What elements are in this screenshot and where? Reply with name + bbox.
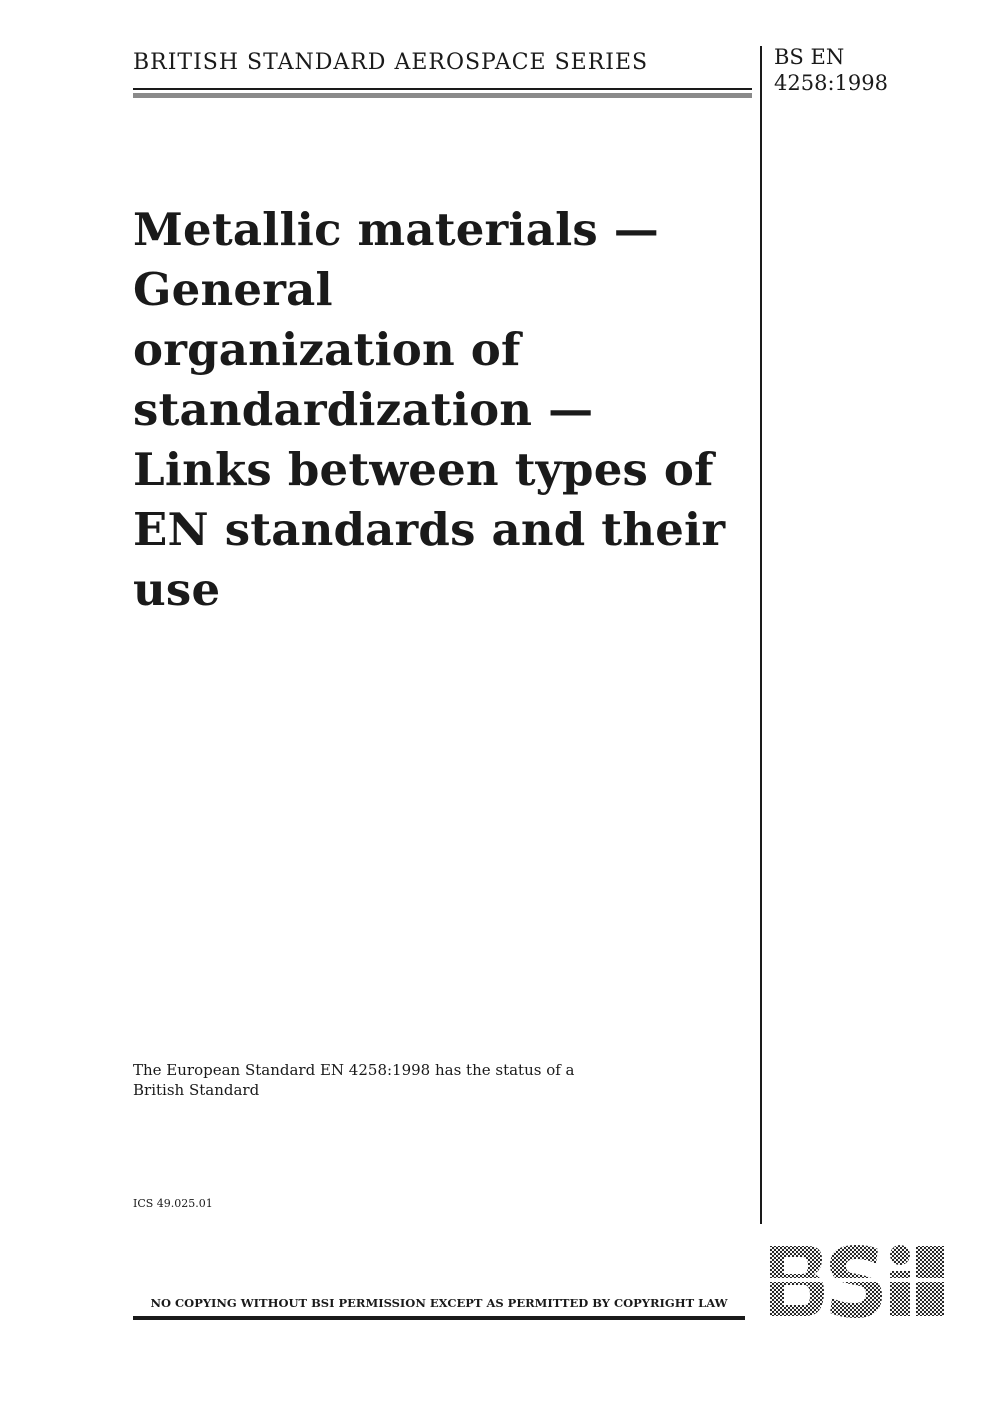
column-divider bbox=[760, 46, 762, 1224]
title-line: EN standards and their bbox=[133, 503, 726, 556]
title-line: use bbox=[133, 563, 221, 616]
document-title bbox=[133, 200, 753, 620]
standard-number-line1: BS EN bbox=[774, 45, 845, 69]
title-line: General bbox=[133, 263, 333, 316]
title-line: Links between types of bbox=[133, 443, 714, 496]
title-line: standardization — bbox=[133, 383, 594, 436]
copyright-notice: NO COPYING WITHOUT BSI PERMISSION EXCEPT AS PERMITTED BY COPYRIGHT LAW bbox=[150, 1296, 728, 1310]
standard-number bbox=[774, 44, 888, 96]
bsi-logo-icon bbox=[768, 1243, 946, 1319]
footer-rule bbox=[133, 1316, 745, 1320]
status-statement bbox=[133, 1060, 575, 1100]
title-line: Metallic materials — bbox=[133, 203, 659, 256]
status-line1: The European Standard EN 4258:1998 has the status of a bbox=[133, 1061, 575, 1079]
ics-code: ICS 49.025.01 bbox=[133, 1197, 213, 1210]
standard-number-line2: 4258:1998 bbox=[774, 71, 888, 95]
header-rule-grey bbox=[133, 93, 752, 98]
header-rule-thin bbox=[133, 88, 752, 90]
status-line2: British Standard bbox=[133, 1081, 260, 1099]
series-title: BRITISH STANDARD AEROSPACE SERIES bbox=[133, 50, 649, 75]
title-line: organization of bbox=[133, 323, 521, 376]
